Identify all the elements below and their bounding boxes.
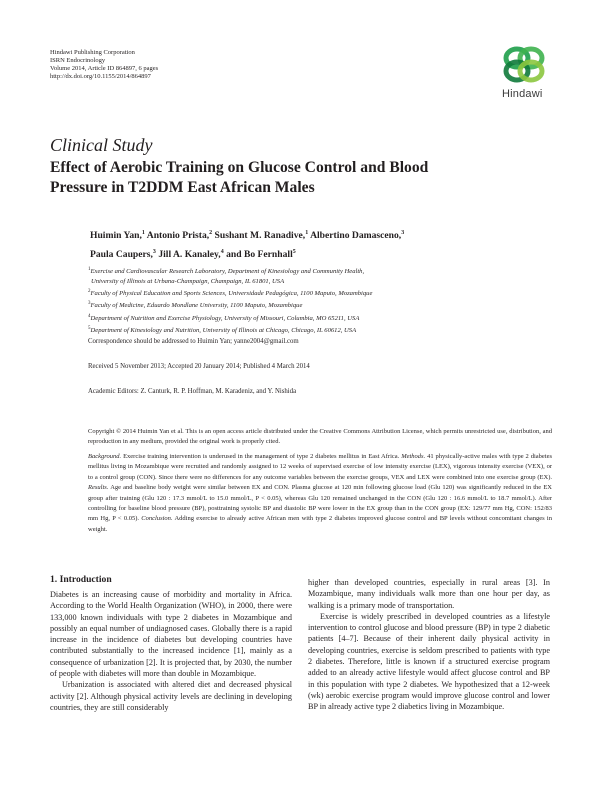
- affiliation-sup: 2: [88, 289, 91, 295]
- title-line-2: Pressure in T2DDM East African Males: [50, 179, 315, 196]
- article-dates: Received 5 November 2013; Accepted 20 January 2014; Published 4 March 2014: [88, 363, 310, 370]
- author-name: Antonio Prista,: [146, 230, 210, 242]
- author-name: Huimin Yan,: [90, 230, 142, 242]
- author-sup: 1: [305, 230, 309, 236]
- abstract-conclusion-label: Conclusion.: [141, 515, 173, 523]
- body-paragraph: Urbanization is associated with altered diet and decreased physical activity [2]. Although physical activity levels are declining in developing countries, they are still considerably: [50, 680, 292, 712]
- affiliation-item: [88, 299, 558, 311]
- abstract-results-label: Results.: [88, 484, 109, 492]
- author-name: Albertino Damasceno,: [310, 230, 402, 242]
- logo-wordmark: Hindawi: [502, 88, 543, 100]
- author-sup: 5: [292, 249, 296, 256]
- author-name: Jill A. Kanaley,: [158, 249, 221, 261]
- author-line-1: [90, 225, 540, 244]
- author-line-2: [90, 244, 540, 263]
- abstract-background-label: Background.: [88, 453, 122, 460]
- body-column-right: [308, 577, 550, 713]
- hindawi-logo-icon: [496, 44, 552, 88]
- affiliation-sup: 5: [88, 325, 91, 331]
- article-title: [50, 158, 550, 198]
- affiliation-item: [88, 324, 558, 336]
- author-list: [90, 225, 540, 263]
- abstract-methods-label: Methods.: [401, 453, 426, 460]
- affiliation-text: Faculty of Medicine, Eduardo Mondlane University, 1100 Maputo, Mozambique: [90, 302, 303, 310]
- author-name: Sushant M. Ranadive,: [214, 230, 306, 242]
- journal-name: ISRN Endocrinology: [50, 57, 106, 64]
- author-sup: 3: [152, 249, 156, 256]
- affiliation-list: [88, 265, 558, 336]
- affiliation-text: Exercise and Cardiovascular Research Laboratory, Department of Kinesiology and Community Health,: [90, 268, 365, 276]
- body-paragraph: Diabetes is an increasing cause of morbidity and mortality in Africa. According to the World Health Organization (WHO), in 2000, there were 133,000 known individuals with type 2 diabetes in Mozambique and possibly an equal number of undiagnosed cases. Globally there is a rapid increase in the incidence of diabetes but developing countries have contributed substantially to the increased incidence [1], mainly as a consequence of urbanization [2]. It is projected that, by 2030, the number of people with diabetes will more than double in Mozambique.: [50, 590, 292, 679]
- correspondence: Correspondence should be addressed to Huimin Yan; yanne2004@gmail.com: [88, 338, 299, 345]
- title-line-1: Effect of Aerobic Training on Glucose Control and Blood: [50, 159, 429, 176]
- hindawi-logo: [496, 44, 552, 104]
- body-paragraph: Exercise is widely prescribed in developed countries as a lifestyle intervention to control glucose and blood pressure (BP) in type 2 diabetic patients [4–7]. Because of their inherent daily physical activity in developing countries, exercise is seldom prescribed to patients with type 2 diabetes. Therefore, little is known if a structured exercise program added to an already active lifestyle would affect glucose control and BP in this population with type 2 diabetes. We hypothesized that a 12-week (wk) aerobic exercise program would improve glucose control and lower BP in already active type 2 diabetics living in Mozambique.: [308, 611, 550, 712]
- affiliation-text: Department of Nutrition and Exercise Physiology, University of Missouri, Columbia, MO 65211, USA: [90, 314, 360, 322]
- abstract-background: Exercise training intervention is underused in the management of type 2 diabetes mellitus in East Africa.: [121, 453, 402, 460]
- abstract: [88, 452, 552, 535]
- affiliation-sup: 4: [88, 313, 91, 319]
- affiliation-item: [88, 287, 558, 299]
- article-type: Clinical Study: [50, 135, 153, 155]
- affiliation-text: Department of Kinesiology and Nutrition, University of Illinois at Chicago, Chicago, IL 60612, USA: [90, 326, 357, 334]
- affiliation-item: [88, 265, 558, 277]
- author-sup: 1: [141, 230, 145, 236]
- author-name: and Bo Fernhall: [226, 249, 293, 261]
- author-sup: 4: [220, 249, 224, 256]
- author-sup: 2: [209, 230, 213, 236]
- author-name: Paula Caupers,: [90, 249, 153, 261]
- abstract-results: Age and baseline body weight were similar between EX and CON. Plasma glucose at 120 min following glucose load (Glu 120) was significantly reduced in the EX group after training (Glu 120 : 17.3 mmol/L to 15.0 mmol/L, P < 0.05), whereas Glu 120 remained unchanged in the CON (Glu 120 : 16.6 mmol/L to 18.7 mmol/L). After controlling for baseline blood pressure (BP), posttraining systolic BP and diastolic BP were lower in the EX group than in the CON group (EX: 129/77 mm Hg, CON: 152/83 mm Hg, P < 0.05).: [88, 484, 552, 523]
- body-column-left: [50, 589, 292, 713]
- volume-info: Volume 2014, Article ID 864897, 6 pages: [50, 65, 159, 72]
- body-paragraph: higher than developed countries, especially in rural areas [3]. In Mozambique, many individuals walk more than one hour per day, as walking is a primary mode of transportation.: [308, 578, 550, 610]
- doi-link[interactable]: http://dx.doi.org/10.1155/2014/864897: [50, 73, 151, 80]
- author-sup: 3: [401, 230, 405, 236]
- affiliation-sup: 3: [88, 301, 91, 307]
- journal-header: [50, 49, 158, 81]
- publisher-name: Hindawi Publishing Corporation: [50, 49, 135, 56]
- affiliation-sup: 1: [88, 267, 91, 272]
- section-heading-introduction: 1. Introduction: [50, 574, 112, 585]
- academic-editors: Academic Editors: Z. Canturk, R. P. Hoffman, M. Karadeniz, and Y. Nishida: [88, 388, 297, 395]
- abstract-methods: 41 physically-active males with type 2 diabetes mellitus living in Mozambique were recruited and randomly assigned to 12 weeks of supervised exercise of low intensity exercise (LEX), vigorous intensity exercise (VEX), or to a control group (CON). Since there were no differences for any outcome variables between the exercise groups, VEX and LEX were combined into one exercise group (EX).: [88, 453, 552, 481]
- abstract-conclusion: Adding exercise to already active African men with type 2 diabetes improved glucose control and BP levels without concomitant changes in weight.: [88, 515, 552, 533]
- affiliation-text: Faculty of Physical Education and Sports Sciences, Universidade Pedagógica, 1100 Maputo, Mozambique: [90, 290, 373, 298]
- copyright-notice: Copyright © 2014 Huimin Yan et al. This is an open access article distributed under the Creative Commons Attribution License, which permits unrestricted use, distribution, and reproduction in any medium, provided the original work is properly cited.: [88, 428, 552, 445]
- affiliation-item-cont: University of Illinois at Urbana-Champaign, Champaign, IL 61801, USA: [91, 278, 285, 286]
- affiliation-item: [88, 312, 558, 324]
